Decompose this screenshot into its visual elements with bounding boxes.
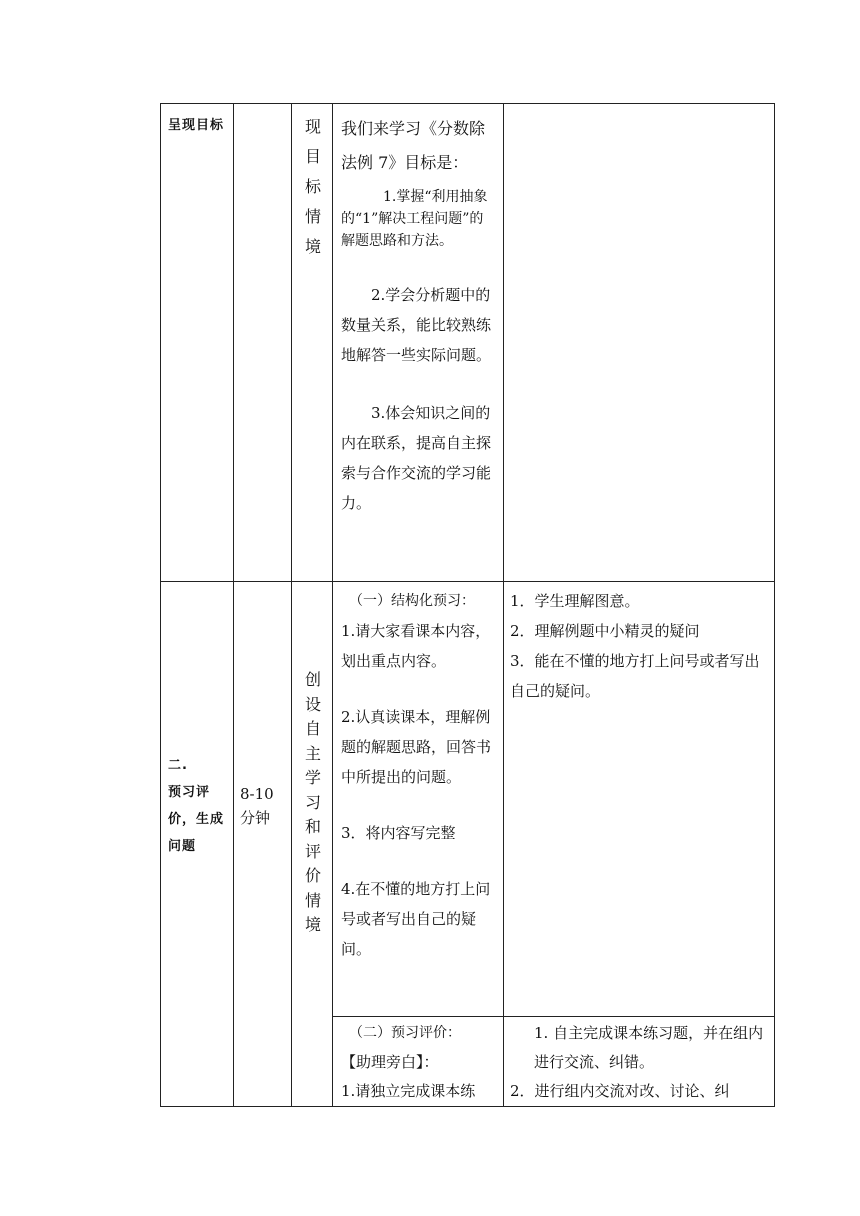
intro-line: 法例 7》目标是： [341,153,469,172]
goal-item: 1.掌握“利用抽象的“1”解决工程问题”的解题思路和方法。 [341,189,488,249]
time-cell [234,104,292,582]
student-activity-cell [504,104,775,582]
list-item: 3．能在不懂的地方打上问号或者写出自己的疑问。 [510,652,760,700]
student-activity-cell [504,582,775,1017]
stage-label: 呈现目标 [168,118,225,133]
stage-cell [161,582,234,1107]
section-heading: （一）结构化预习： [349,593,475,609]
teacher-activity-cell [333,582,504,1017]
stage-number: 二. [168,758,188,773]
situation-label: 现目标情境 [305,117,322,256]
teacher-activity-cell [333,1017,504,1107]
stage-cell [161,104,234,582]
intro-line: 我们来学习《分数除 [341,119,486,138]
stage-label: 预习评价，生成问题 [168,785,225,854]
list-item: 1.请大家看课本内容，划出重点内容。 [341,622,491,670]
goal-item: 3.体会知识之间的内在联系，提高自主探索与合作交流的学习能力。 [341,404,492,512]
student-activity-cell [504,1017,775,1107]
list-item: 1. 自主完成课本练习题，并在组内进行交流、纠错。 [534,1024,764,1071]
table-row [161,104,775,582]
teacher-activity-cell [333,104,504,582]
situation-cell [292,582,333,1107]
list-item: 3．将内容写完整 [341,824,456,842]
situation-label: 创设自主学习和评价情境 [305,670,322,934]
lesson-plan-table [160,103,775,1107]
section-heading: （二）预习评价： [349,1025,461,1041]
list-item: 2．理解例题中小精灵的疑问 [510,622,700,640]
hint-label: 【助理旁白】： [341,1053,439,1071]
list-item: 4.在不懂的地方打上问号或者写出自己的疑问。 [341,880,491,958]
situation-cell [292,104,333,582]
list-item: 2．进行组内交流对改、讨论、纠 [510,1082,730,1100]
table-row [161,582,775,1017]
list-item: 1．学生理解图意。 [510,592,640,610]
list-item: 2.认真读课本，理解例题的解题思路，回答书中所提出的问题。 [341,708,492,786]
time-cell [234,582,292,1107]
list-item: 1.请独立完成课本练 [341,1082,476,1100]
time-label: 8-10分钟 [240,785,274,827]
goal-item: 2.学会分析题中的数量关系，能比较熟练地解答一些实际问题。 [341,286,492,364]
